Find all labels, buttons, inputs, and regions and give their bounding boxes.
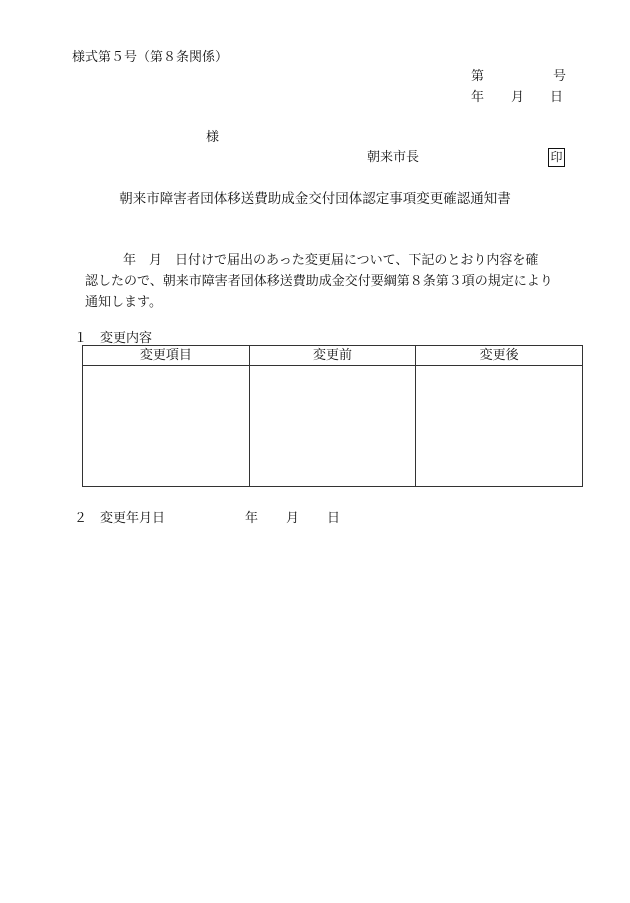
change-date-month: 月: [286, 511, 300, 526]
document-number-prefix: 第: [471, 69, 485, 84]
document-title: 朝来市障害者団体移送費助成金交付団体認定事項変更確認通知書: [119, 191, 511, 207]
document-number: [471, 69, 566, 85]
section-label: 変更内容: [100, 331, 153, 346]
form-number: 様式第５号（第８条関係）: [72, 50, 229, 65]
section-number: １: [74, 331, 88, 346]
table-row: [83, 366, 583, 487]
body-line: 通知します。: [85, 295, 162, 310]
body-text: [85, 250, 565, 313]
seal-mark: 印: [548, 148, 565, 167]
document-date-year: 年: [471, 90, 485, 105]
document-date-day: 日: [549, 90, 563, 105]
header-before-change: 変更前: [249, 346, 416, 366]
section-number: ２: [74, 511, 88, 526]
section-change-date: [74, 511, 344, 527]
change-date-day: 日: [327, 511, 341, 526]
table-header-row: [83, 346, 583, 366]
change-date-year: 年: [245, 511, 259, 526]
document-number-suffix: 号: [552, 69, 566, 84]
header-after-change: 変更後: [416, 346, 583, 366]
document-date: [471, 90, 563, 106]
issuer-name: 朝来市長: [367, 150, 420, 165]
body-line: 年 月 日付けで届出のあった変更届について、下記のとおり内容を確: [123, 253, 539, 268]
recipient-suffix: 様: [206, 130, 220, 145]
cell-change-item[interactable]: [83, 366, 250, 487]
body-line: 認したので、朝来市障害者団体移送費助成金交付要綱第８条第３項の規定により: [85, 274, 553, 289]
section-label: 変更年月日: [100, 511, 166, 526]
cell-before-change[interactable]: [249, 366, 416, 487]
header-change-item: 変更項目: [83, 346, 250, 366]
change-content-table: [82, 345, 583, 487]
document-date-month: 月: [511, 90, 525, 105]
cell-after-change[interactable]: [416, 366, 583, 487]
